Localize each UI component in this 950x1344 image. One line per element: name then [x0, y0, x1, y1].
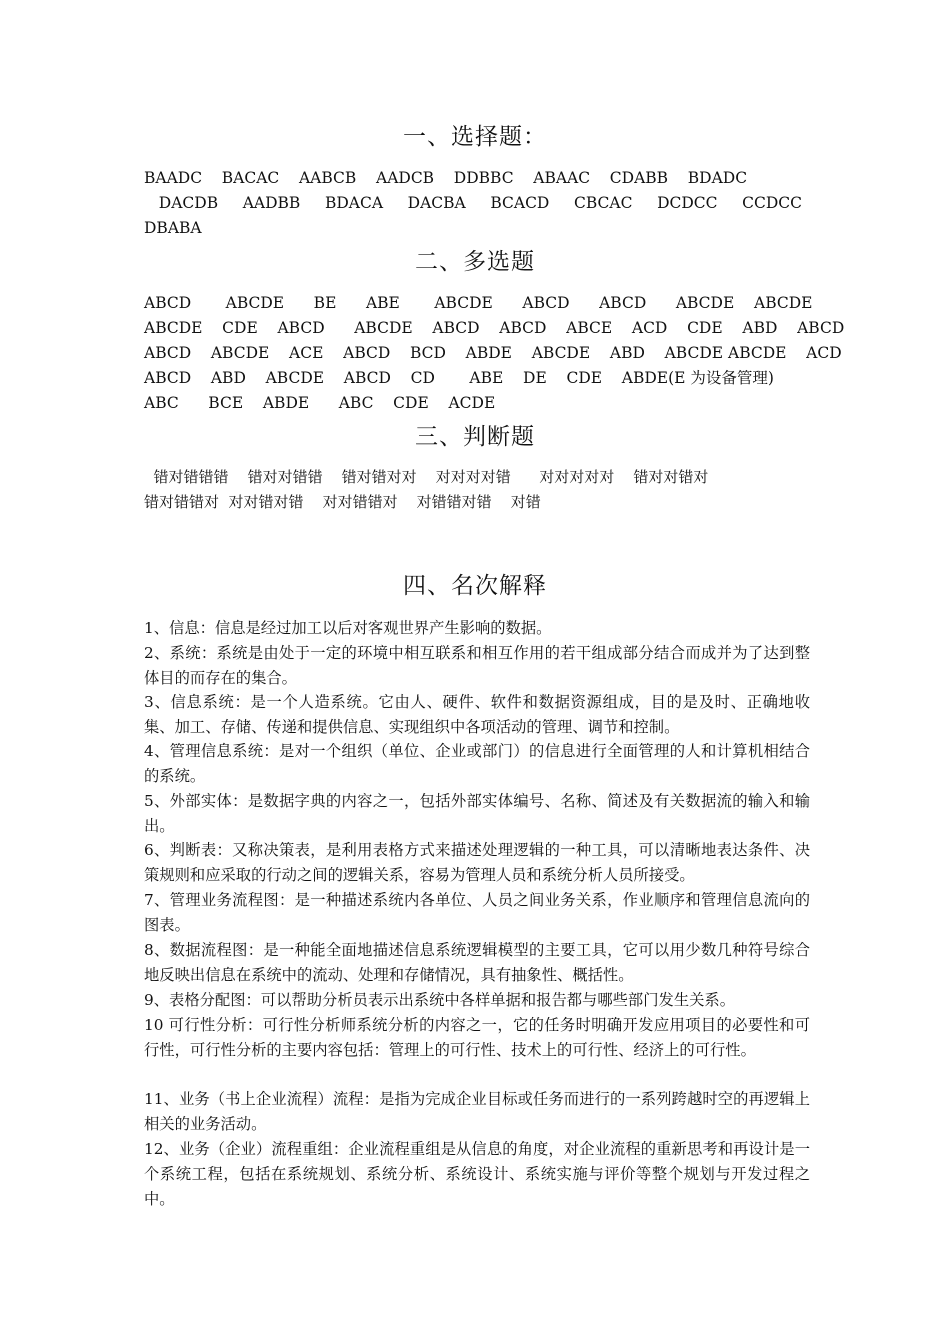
- section-title-single-choice: 一、选择题：: [403, 124, 547, 150]
- section-title-true-false: 三、判断题: [415, 424, 535, 450]
- single-choice-answers-line-2: DACDB AADBB BDACA DACBA BCACD CBCAC DCDCC CCDCC: [144, 194, 803, 212]
- true-false-answers-line-2: 错对错错对 对对错对错 对对错错对 对错错对错 对错: [144, 493, 541, 511]
- section-title-definitions: 四、名次解释: [403, 573, 547, 599]
- section-title-multi-choice: 二、多选题: [415, 249, 535, 275]
- multi-choice-answers-line-2: ABCDE CDE ABCD ABCDE ABCD ABCD ABCE ACD CDE ABD ABCD: [144, 319, 845, 337]
- definition-item: 11、业务（书上企业流程）流程：是指为完成企业目标或任务而进行的一系列跨越时空的再逻辑上相关的业务活动。: [144, 1090, 810, 1133]
- definition-item: 1、信息：信息是经过加工以后对客观世界产生影响的数据。: [144, 619, 552, 637]
- definition-item: 7、管理业务流程图：是一种描述系统内各单位、人员之间业务关系，作业顺序和管理信息流向的图表。: [144, 891, 810, 934]
- definition-item: 10 可行性分析：可行性分析师系统分析的内容之一，它的任务时明确开发应用项目的必要性和可行性，可行性分析的主要内容包括：管理上的可行性、技术上的可行性、经济上的可行性。: [144, 1016, 810, 1059]
- definition-item: 3、信息系统：是一个人造系统。它由人、硬件、软件和数据资源组成，目的是及时、正确地收集、加工、存储、传递和提供信息、实现组织中各项活动的管理、调节和控制。: [144, 693, 810, 736]
- definition-item: 6、判断表：又称决策表，是利用表格方式来描述处理逻辑的一种工具，可以清晰地表达条件、决策规则和应采取的行动之间的逻辑关系，容易为管理人员和系统分析人员所接受。: [144, 841, 810, 884]
- definition-item: 8、数据流程图：是一种能全面地描述信息系统逻辑模型的主要工具，它可以用少数几种符号综合地反映出信息在系统中的流动、处理和存储情况，具有抽象性、概括性。: [144, 941, 810, 984]
- multi-choice-answers-line-3: ABCD ABCDE ACE ABCD BCD ABDE ABCDE ABD ABCDE ABCDE ACD: [144, 344, 842, 362]
- single-choice-answers-line-1: BAADC BACAC AABCB AADCB DDBBC ABAAC CDABB BDADC: [144, 169, 748, 187]
- definition-item: 9、表格分配图：可以帮助分析员表示出系统中各样单据和报告都与哪些部门发生关系。: [144, 991, 736, 1009]
- multi-choice-answers-line-1: ABCD ABCDE BE ABE ABCDE ABCD ABCD ABCDE ABCDE: [144, 294, 813, 312]
- definition-item: 12、业务（企业）流程重组：企业流程重组是从信息的角度，对企业流程的重新思考和再设计是一个系统工程，包括在系统规划、系统分析、系统设计、系统实施与评价等整个规划与开发过程之中。: [144, 1140, 810, 1208]
- multi-choice-answers-line-5: ABC BCE ABDE ABC CDE ACDE: [144, 394, 496, 412]
- definition-item: 5、外部实体：是数据字典的内容之一，包括外部实体编号、名称、简述及有关数据流的输入和输出。: [144, 792, 810, 835]
- multi-choice-answers-line-4: ABCD ABD ABCDE ABCD CD ABE DE CDE ABDE(E 为设备管理): [144, 369, 774, 387]
- definition-item: 2、系统：系统是由处于一定的环境中相互联系和相互作用的若干组成部分结合而成并为了达到整体目的而存在的集合。: [144, 644, 810, 687]
- true-false-answers-line-1: 错对错错错 错对对错错 错对错对对 对对对对错 对对对对对 错对对错对: [144, 468, 709, 486]
- definition-item: 4、管理信息系统：是对一个组织（单位、企业或部门）的信息进行全面管理的人和计算机相结合的系统。: [144, 742, 810, 785]
- single-choice-answers-line-3: DBABA: [144, 219, 202, 237]
